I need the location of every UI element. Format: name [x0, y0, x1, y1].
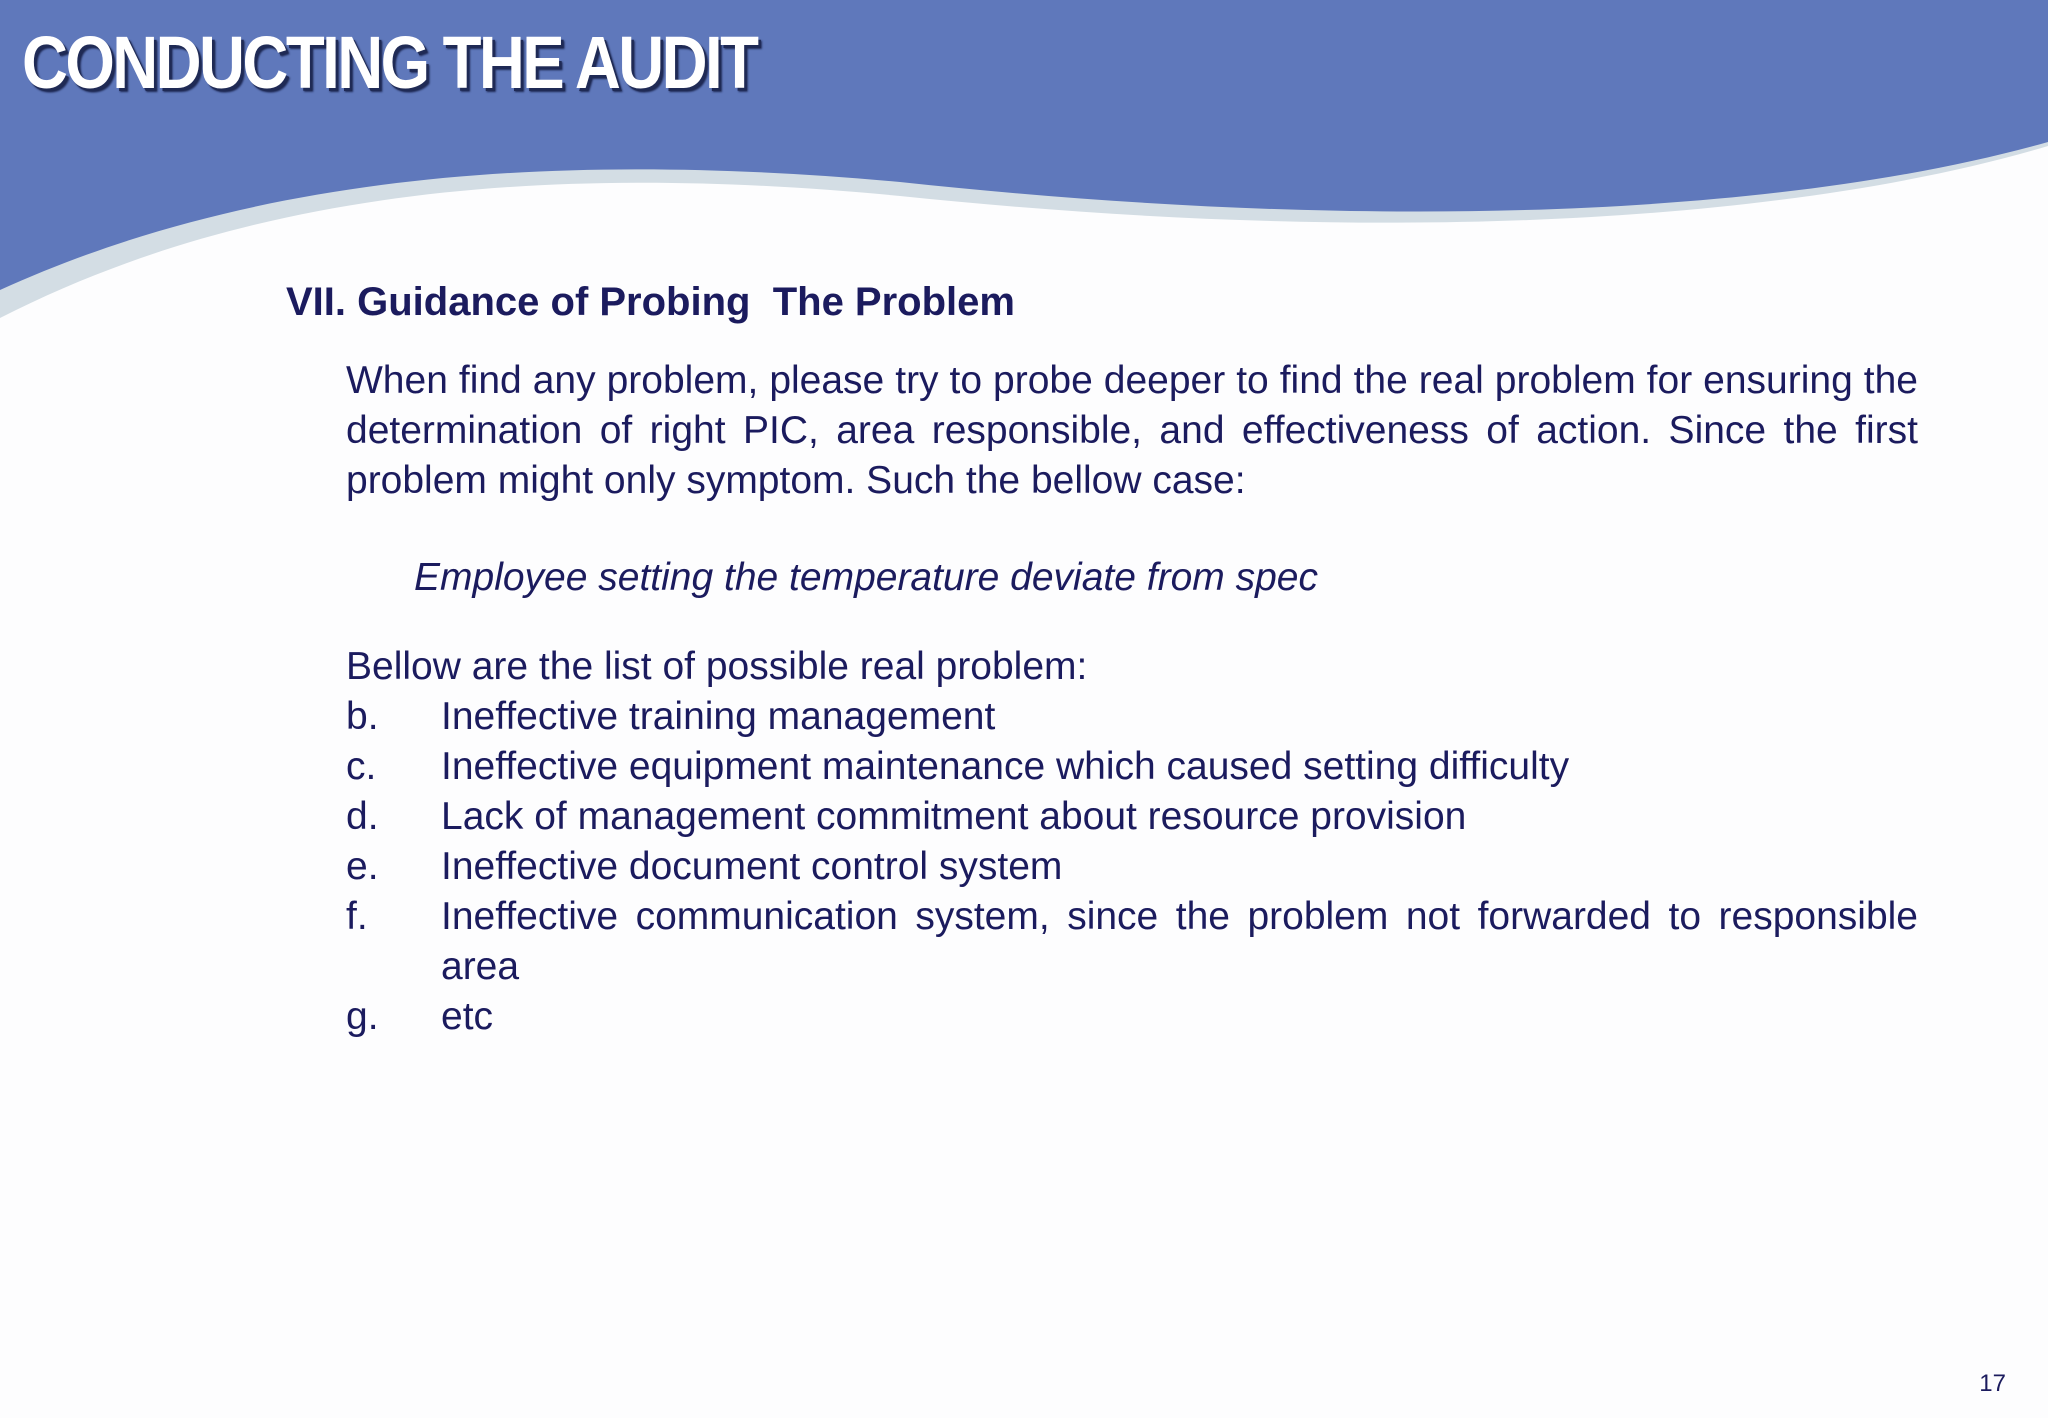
- page-number: 17: [1979, 1370, 2006, 1397]
- list-marker: g.: [346, 995, 379, 1038]
- list-item-text: Ineffective training management: [441, 695, 996, 738]
- list-item-text: Ineffective document control system: [441, 845, 1063, 888]
- list-marker: d.: [346, 795, 379, 838]
- list-intro: Bellow are the list of possible real problem:: [346, 645, 1088, 688]
- list-marker: b.: [346, 695, 379, 738]
- list-item: [346, 692, 1918, 742]
- list-marker: f.: [346, 895, 368, 938]
- example-case: Employee setting the temperature deviate from spec: [414, 556, 1318, 599]
- list-item: [346, 742, 1918, 792]
- list-item: [346, 992, 1918, 1042]
- slide-title: CONDUCTING THE AUDIT: [22, 21, 757, 104]
- list-marker: c.: [346, 745, 377, 788]
- problem-list: [346, 692, 1918, 1042]
- list-item-text: Ineffective equipment maintenance which caused setting difficulty: [441, 745, 1570, 788]
- section-heading: VII. Guidance of Probing The Problem: [286, 280, 1015, 324]
- list-item-text: Lack of management commitment about resource provision: [441, 795, 1467, 838]
- list-item-text: etc: [441, 995, 494, 1038]
- list-item: [346, 892, 1918, 992]
- list-marker: e.: [346, 845, 379, 888]
- list-item: [346, 842, 1918, 892]
- list-item-text: Ineffective communication system, since the problem not forwarded to responsible area: [441, 895, 1918, 988]
- intro-paragraph: When find any problem, please try to probe deeper to find the real problem for ensuring the determination of right PIC, area responsible, and effectiveness of action. Since the first problem might only symptom. Such the bellow case:: [346, 359, 1918, 502]
- list-item: [346, 792, 1918, 842]
